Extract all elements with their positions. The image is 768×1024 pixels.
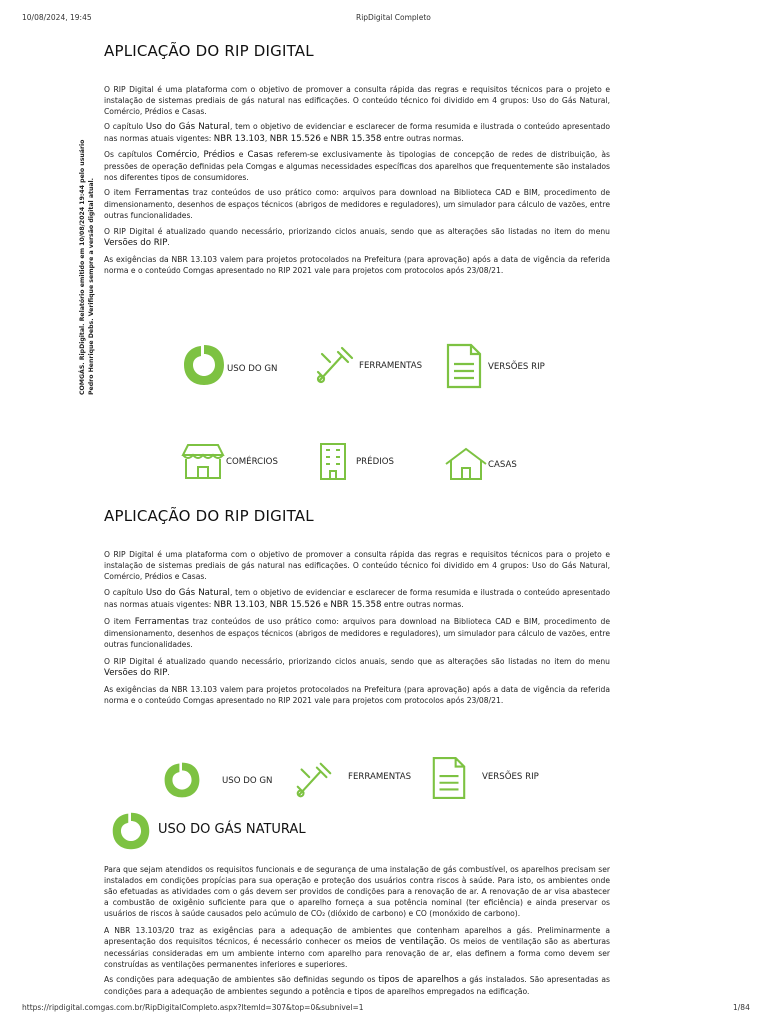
- uso-link[interactable]: Uso do Gás Natural: [145, 122, 230, 132]
- print-datetime: 10/08/2024, 19:45: [22, 13, 92, 22]
- page-number: 1/84: [733, 1003, 750, 1012]
- exigencias-paragraph: As exigências da NBR 13.103 valem para projetos protocolados na Prefeitura (para aprovação) após a data de vigência da referida norma e o conteúdo Comgas apresentado no RIP 2021 vale para projetos com protocolos após 23/08/21.: [104, 255, 610, 275]
- ferramentas-link[interactable]: Ferramentas: [134, 188, 189, 198]
- building-icon[interactable]: [318, 441, 348, 485]
- store-icon[interactable]: [180, 441, 226, 485]
- uso-gn-label-repeat[interactable]: USO DO GN: [222, 776, 273, 786]
- meios-ventilacao-link[interactable]: meios de ventilação: [355, 937, 445, 947]
- versoes-paragraph-repeat: O RIP Digital é atualizado quando necessário, priorizando ciclos anuais, sendo que as alterações são listadas no item do menu Versões do RIP.: [104, 657, 610, 678]
- tools-icon[interactable]: [312, 342, 358, 392]
- versoes-label-repeat[interactable]: VERSÕES RIP: [482, 772, 539, 782]
- intro-paragraph-repeat: O RIP Digital é uma plataforma com o objetivo de promover a consulta rápida das regras e requisitos técnicos para o projeto e instalação de sistemas prediais de gás natural nas edificações. O conteúdo técnico foi dividido em 4 grupos: Uso do Gás Natural, Comércio, Prédios e Casas.: [104, 550, 610, 581]
- uso-paragraph-repeat: O capítulo Uso do Gás Natural, tem o objetivo de evidenciar e esclarecer de forma resumida e ilustrada o conteúdo apresentado nas normas atuais vigentes: NBR 13.103, NBR 15.526 e NBR 15.358 entre outras normas.: [104, 588, 610, 610]
- print-title: RipDigital Completo: [356, 13, 431, 22]
- tools-icon-repeat[interactable]: [292, 758, 336, 806]
- section-title-repeat: APLICAÇÃO DO RIP DIGITAL: [104, 507, 314, 525]
- nbr-paragraph: A NBR 13.103/20 traz as exigências para a adequação de ambientes que contenham aparelhos a gás. Preliminarmente a apresentação dos requisitos técnicos, é necessário conhecer os meios de ventilação. Os meios de ventilação são as aberturas necessárias consideradas em um ambiente interno com aparelho para renovação de ar, elas definem a forma como devem ser construídas as ventilações permanentes inferiores e superiores.: [104, 926, 610, 969]
- uso-gn-section-title: USO DO GÁS NATURAL: [158, 822, 306, 837]
- ferramentas-label-repeat[interactable]: FERRAMENTAS: [348, 772, 412, 782]
- uso-gn-label[interactable]: USO DO GN: [227, 364, 278, 374]
- ferramentas-label[interactable]: FERRAMENTAS: [359, 361, 423, 371]
- uso-gn-logo-icon: [110, 810, 152, 856]
- casas-link[interactable]: Casas: [247, 150, 274, 160]
- versoes-paragraph: O RIP Digital é atualizado quando necessário, priorizando ciclos anuais, sendo que as alterações são listadas no item do menu Versões do RIP.: [104, 227, 610, 248]
- report-sidebar-note: COMGÁS. RipDigital. Relatório emitido em 10/08/2024 19:44 pelo usuário Pedro Henrique Debs. Verifique sempre a versão digital atual.: [79, 139, 95, 395]
- requisitos-paragraph: Para que sejam atendidos os requisitos funcionais e de segurança de uma instalação de gás combustível, os aparelhos precisam ser instalados em condições propícias para sua operação e proteção dos usuários contra riscos à saúde. Para isto, os ambientes onde são efetuadas as atividades com o gás devem ser providos de condições para a renovação de ar. A renovação de ar visa abastecer a combustão de oxigênio suficiente para que o aparelho forneça a sua potência nominal (ter eficiência) e ainda preservar os usuários de riscos à saúde causados pelo acúmulo de CO₂ (dióxido de carbono) e CO (monóxido de carbono).: [104, 865, 610, 918]
- predios-link[interactable]: Prédios: [203, 150, 235, 160]
- section-title: APLICAÇÃO DO RIP DIGITAL: [104, 42, 314, 60]
- ferramentas-paragraph: O item Ferramentas traz conteúdos de uso prático como: arquivos para download na Biblioteca CAD e BIM, procedimento de dimensionamento, desenhos de espaços técnicos (abrigos de medidores e reguladores), um simulador para cálculo de vazões, entre outras funcionalidades.: [104, 188, 610, 220]
- intro-paragraph: O RIP Digital é uma plataforma com o objetivo de promover a consulta rápida das regras e requisitos técnicos para o projeto e instalação de sistemas prediais de gás natural nas edificações. O conteúdo técnico foi dividido em 4 grupos: Uso do Gás Natural, Comércio, Prédios e Casas.: [104, 85, 610, 116]
- versoes-label[interactable]: VERSÕES RIP: [488, 362, 545, 372]
- versoes-link[interactable]: Versões do RIP: [104, 238, 168, 248]
- uso-gn-icon[interactable]: [181, 342, 227, 392]
- comercio-link[interactable]: Comércio: [156, 150, 197, 160]
- condicoes-paragraph: As condições para adequação de ambientes são definidas segundo os tipos de aparelhos a gás instalados. São apresentadas as condições para a adequação de ambientes segundo a potência e tipos de aparelhos empregados na edificação.: [104, 975, 610, 996]
- comercios-label[interactable]: COMÉRCIOS: [226, 457, 278, 467]
- uso-paragraph: O capítulo Uso do Gás Natural, tem o objetivo de evidenciar e esclarecer de forma resumida e ilustrada o conteúdo apresentado nas normas atuais vigentes: NBR 13.103, NBR 15.526 e NBR 15.358 entre outras normas.: [104, 122, 610, 144]
- print-url: https://ripdigital.comgas.com.br/RipDigitalCompleto.aspx?ItemId=307&top=0&subnivel=1: [22, 1003, 364, 1012]
- exigencias-paragraph-repeat: As exigências da NBR 13.103 valem para projetos protocolados na Prefeitura (para aprovação) após a data de vigência da referida norma e o conteúdo Comgas apresentado no RIP 2021 vale para projetos com protocolos após 23/08/21.: [104, 685, 610, 705]
- ferramentas-paragraph-repeat: O item Ferramentas traz conteúdos de uso prático como: arquivos para download na Biblioteca CAD e BIM, procedimento de dimensionamento, desenhos de espaços técnicos (abrigos de medidores e reguladores), um simulador para cálculo de vazões, entre outras funcionalidades.: [104, 617, 610, 649]
- document-icon-repeat[interactable]: [430, 755, 468, 805]
- document-icon[interactable]: [444, 342, 484, 394]
- tipos-aparelhos-link[interactable]: tipos de aparelhos: [378, 975, 459, 985]
- capitulos-paragraph: Os capítulos Comércio, Prédios e Casas referem-se exclusivamente às tipologias de concepção de redes de distribuição, às pressões de operação definidas pela Comgas e algumas necessidades específicas dos aparelhos que frequentemente são instalados nos diferentes tipos de consumidores.: [104, 150, 611, 182]
- house-icon[interactable]: [443, 446, 489, 486]
- uso-gn-icon-repeat[interactable]: [162, 760, 202, 804]
- predios-label[interactable]: PRÉDIOS: [356, 457, 394, 467]
- casas-label[interactable]: CASAS: [488, 460, 517, 470]
